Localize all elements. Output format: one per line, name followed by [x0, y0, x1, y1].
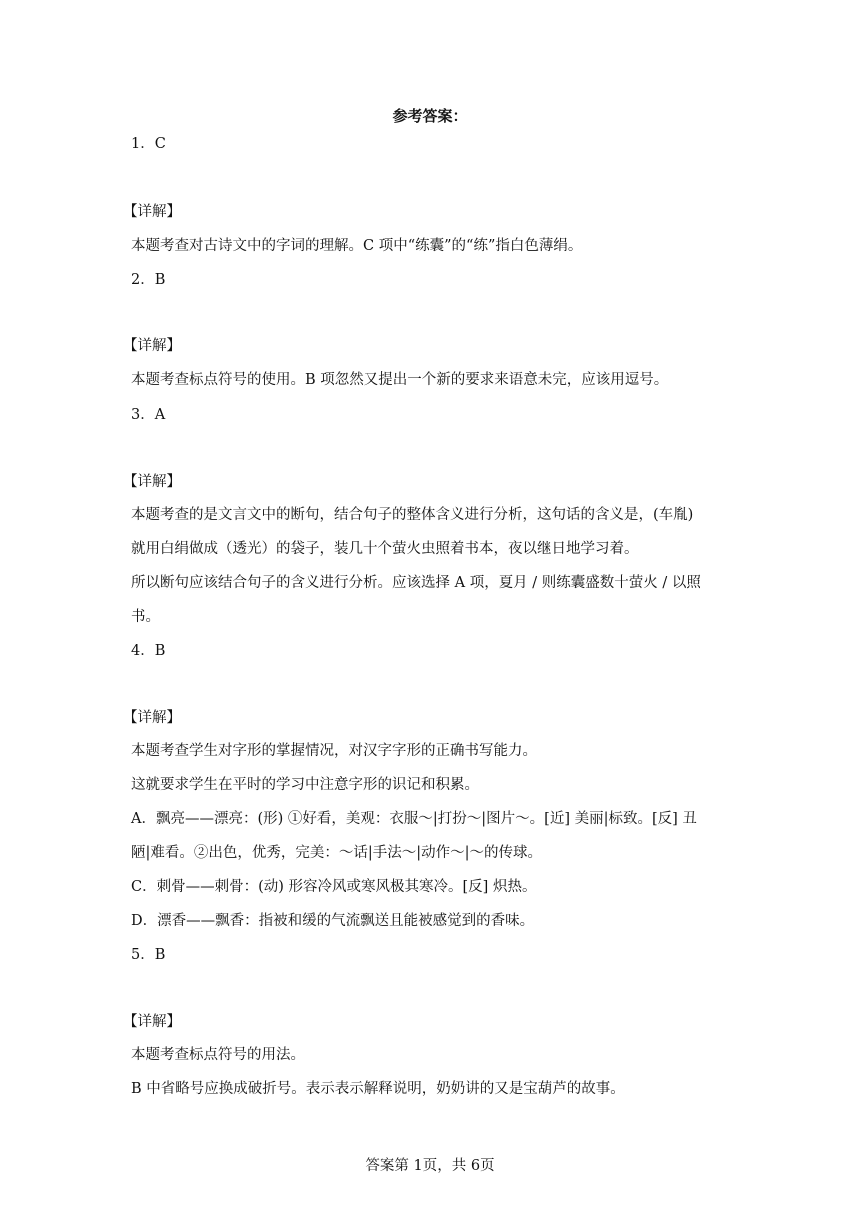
- detail-line: 这就要求学生在平时的学习中注意字形的识记和积累。: [131, 777, 479, 793]
- answer-4: 4．B: [131, 643, 166, 659]
- answer-3: 3．A: [131, 407, 166, 423]
- detail-line: D．漂香——飘香：指被和缓的气流飘送且能被感觉到的香味。: [131, 913, 535, 929]
- detail-heading-5: 【详解】: [123, 1014, 181, 1030]
- detail-line: 本题考查的是文言文中的断句，结合句子的整体含义进行分析，这句话的含义是，(车胤): [131, 507, 694, 523]
- detail-line: 本题考查标点符号的使用。B 项忽然又提出一个新的要求来语意未完，应该用逗号。: [131, 372, 669, 388]
- detail-line: 本题考查学生对字形的掌握情况，对汉字字形的正确书写能力。: [131, 743, 537, 759]
- detail-line: B 中省略号应换成破折号。表示表示解释说明，奶奶讲的又是宝葫芦的故事。: [131, 1081, 625, 1097]
- answer-5: 5．B: [131, 947, 166, 963]
- answer-1: 1．C: [131, 136, 166, 152]
- detail-line: 本题考查标点符号的用法。: [131, 1047, 305, 1063]
- detail-heading-1: 【详解】: [123, 204, 181, 220]
- page-footer: 答案第 1页，共 6页: [365, 1158, 495, 1174]
- detail-line: 所以断句应该结合句子的含义进行分析。应该选择 A 项，夏月 / 则练囊盛数十萤火 / 以照: [131, 575, 701, 591]
- detail-heading-4: 【详解】: [123, 710, 181, 726]
- answer-2: 2．B: [131, 272, 166, 288]
- detail-line: 陋|难看。②出色，优秀，完美：～话|手法～|动作～|～的传球。: [131, 845, 543, 861]
- detail-heading-3: 【详解】: [123, 474, 181, 490]
- answer-title: 参考答案：: [392, 107, 468, 125]
- detail-line: 书。: [131, 609, 160, 625]
- detail-line: A．飘亮——漂亮：(形) ①好看，美观：衣服～|打扮～|图片～。[近] 美丽|标致。[反] 丑: [131, 811, 697, 827]
- detail-line: 本题考查对古诗文中的字词的理解。C 项中“练囊”的“练”指白色薄绢。: [131, 238, 583, 254]
- detail-line: C．刺骨——刺骨：(动) 形容冷风或寒风极其寒冷。[反] 炽热。: [131, 879, 537, 895]
- detail-line: 就用白绢做成（透光）的袋子，装几十个萤火虫照着书本，夜以继日地学习着。: [131, 541, 639, 557]
- detail-heading-2: 【详解】: [123, 338, 181, 354]
